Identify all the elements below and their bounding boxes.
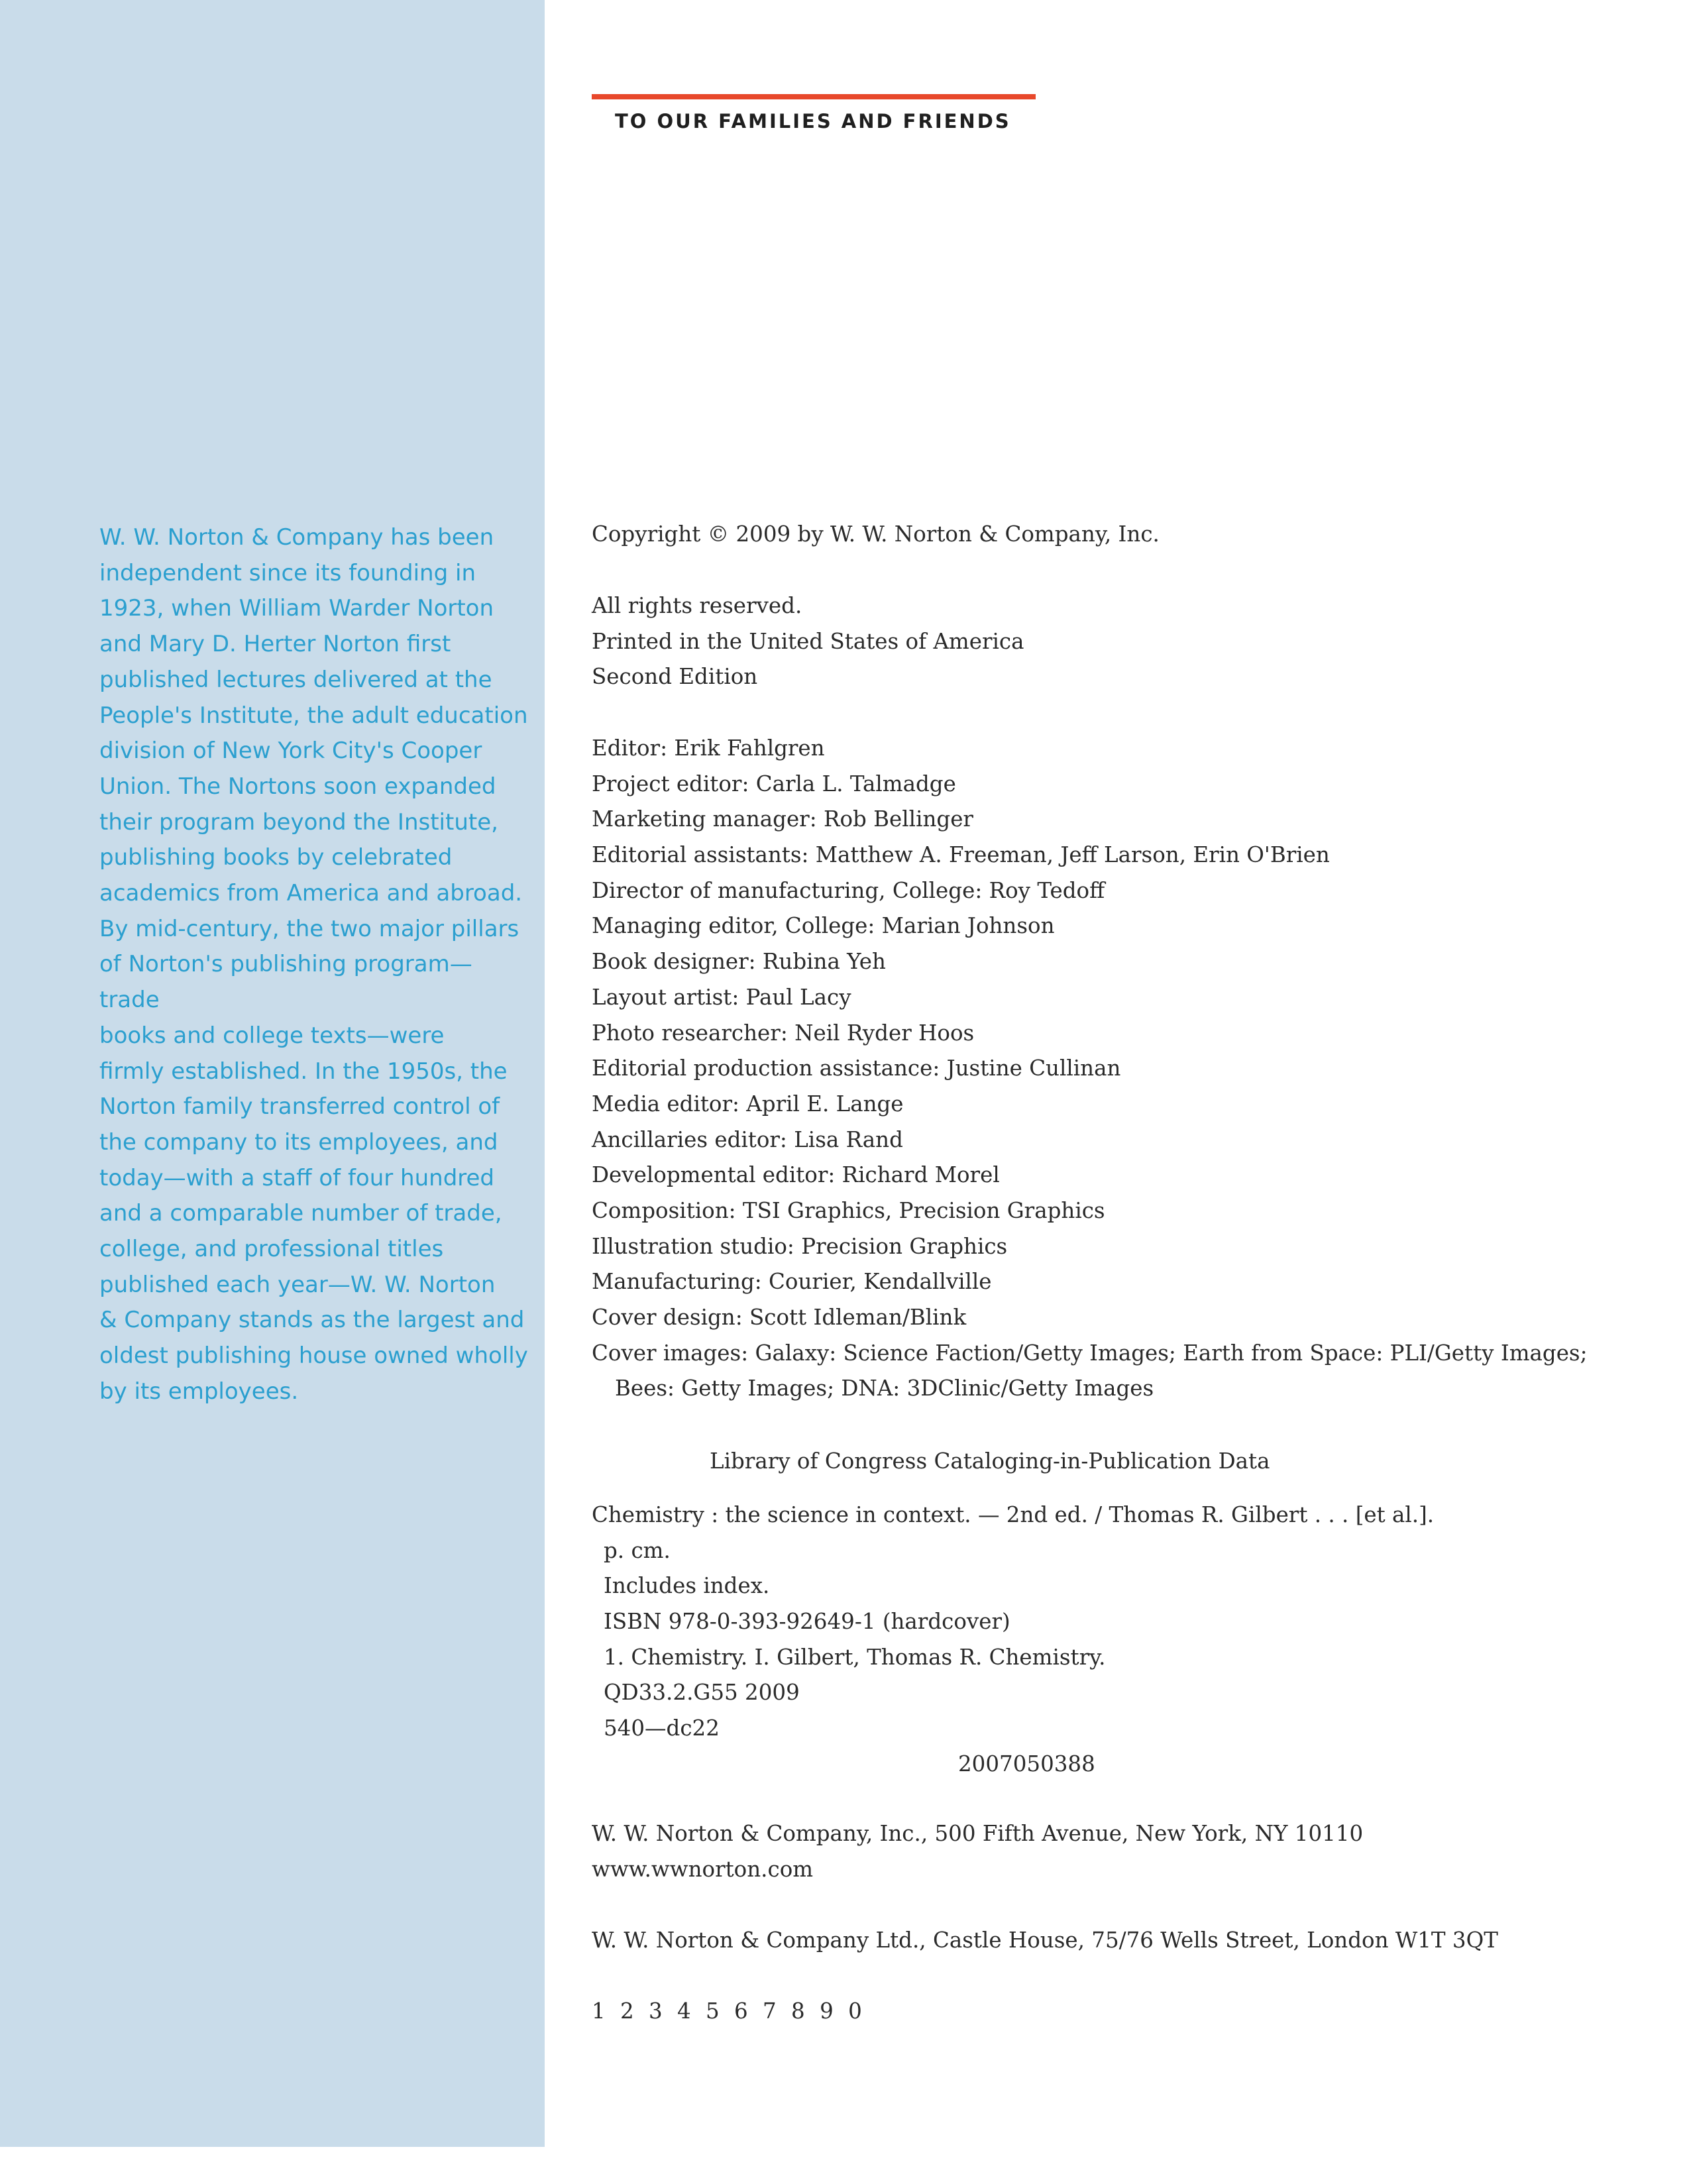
publisher-uk-address: W. W. Norton & Company Ltd., Castle House, 75/76 Wells Street, London W1T 3QT: [592, 1928, 1498, 1953]
credit-line: Cover design: Scott Idleman/Blink: [592, 1305, 967, 1330]
credit-line: Media editor: April E. Lange: [592, 1091, 904, 1117]
credit-line: Photo researcher: Neil Ryder Hoos: [592, 1020, 975, 1046]
rights-block: [592, 588, 1024, 695]
publisher-us-address: W. W. Norton & Company, Inc., 500 Fifth Avenue, New York, NY 10110: [592, 1821, 1364, 1846]
publisher-website: www.wwnorton.com: [592, 1856, 814, 1882]
credit-line: Composition: TSI Graphics, Precision Graphics: [592, 1197, 1105, 1223]
credit-line: Managing editor, College: Marian Johnson: [592, 913, 1055, 939]
cip-line: 1. Chemistry. I. Gilbert, Thomas R. Chemistry.: [604, 1644, 1106, 1670]
dedication: TO OUR FAMILIES AND FRIENDS: [615, 110, 1011, 133]
credit-line: Developmental editor: Richard Morel: [592, 1162, 1000, 1188]
credit-line: Manufacturing: Courier, Kendallville: [592, 1269, 992, 1295]
cip-heading: Library of Congress Cataloging-in-Publication Data: [710, 1448, 1270, 1474]
printing-line-block: [592, 1994, 866, 2030]
publisher-us-block: [592, 1816, 1363, 1887]
cip-line: 540—dc22: [604, 1716, 720, 1741]
rights-line: Second Edition: [592, 664, 758, 690]
credit-line: Editor: Erik Fahlgren: [592, 736, 825, 761]
credit-line: Editorial assistants: Matthew A. Freeman, Jeff Larson, Erin O'Brien: [592, 842, 1330, 868]
credit-line: Book designer: Rubina Yeh: [592, 949, 886, 975]
credit-line: Ancillaries editor: Lisa Rand: [592, 1126, 903, 1152]
publisher-history-text: W. W. Norton & Company has been independent since its founding in 1923, when William Warder Norton and Mary D. Herter Norton first published lectures delivered at the People's Institute, the adult education division of New York City's Cooper Union. The Nortons soon expanded their program beyond the Institute, publishing books by celebrated academics from America and abroad. By mid-century, the two major pillars of Norton's publishing program—trade books and college texts—were firmly established. In the 1950s, the Norton family transferred control of the company to its employees, and today—with a staff of four hundred and a comparable number of trade, college, and professional titles published each year—W. W. Norton & Company stands as the largest and oldest publishing house owned wholly by its employees.: [99, 524, 528, 1405]
cip-line: Includes index.: [604, 1573, 770, 1599]
credit-line: Marketing manager: Rob Bellinger: [592, 806, 973, 832]
cip-heading-block: [592, 1444, 1270, 1480]
cip-block: [592, 1498, 1434, 1782]
cip-line: ISBN 978-0-393-92649-1 (hardcover): [604, 1609, 1010, 1635]
credit-line: Cover images: Galaxy: Science Faction/Getty Images; Earth from Space: PLI/Getty Images;: [592, 1340, 1588, 1366]
cip-line: QD33.2.G55 2009: [604, 1680, 800, 1706]
publisher-uk-block: [592, 1923, 1498, 1959]
credit-line: Project editor: Carla L. Talmadge: [592, 771, 956, 796]
copyright-block: [592, 517, 1160, 553]
credits-block: [592, 731, 1588, 1407]
printing-line: 1 2 3 4 5 6 7 8 9 0: [592, 1998, 866, 2024]
rights-line: Printed in the United States of America: [592, 628, 1024, 654]
cip-title-line: Chemistry : the science in context. — 2nd ed. / Thomas R. Gilbert . . . [et al.].: [592, 1502, 1435, 1527]
cip-line: p. cm.: [604, 1537, 671, 1563]
lccn-number: 2007050388: [958, 1751, 1095, 1776]
copyright-line: Copyright © 2009 by W. W. Norton & Company, Inc.: [592, 521, 1160, 547]
credit-line: Editorial production assistance: Justine Cullinan: [592, 1056, 1121, 1081]
rights-line: All rights reserved.: [592, 593, 802, 618]
dedication-rule: [592, 94, 1036, 99]
sidebar-panel: [0, 0, 545, 2147]
credit-line: Bees: Getty Images; DNA: 3DClinic/Getty Images: [615, 1376, 1154, 1401]
credit-line: Illustration studio: Precision Graphics: [592, 1233, 1008, 1259]
credit-line: Director of manufacturing, College: Roy Tedoff: [592, 877, 1105, 903]
credit-line: Layout artist: Paul Lacy: [592, 984, 851, 1010]
